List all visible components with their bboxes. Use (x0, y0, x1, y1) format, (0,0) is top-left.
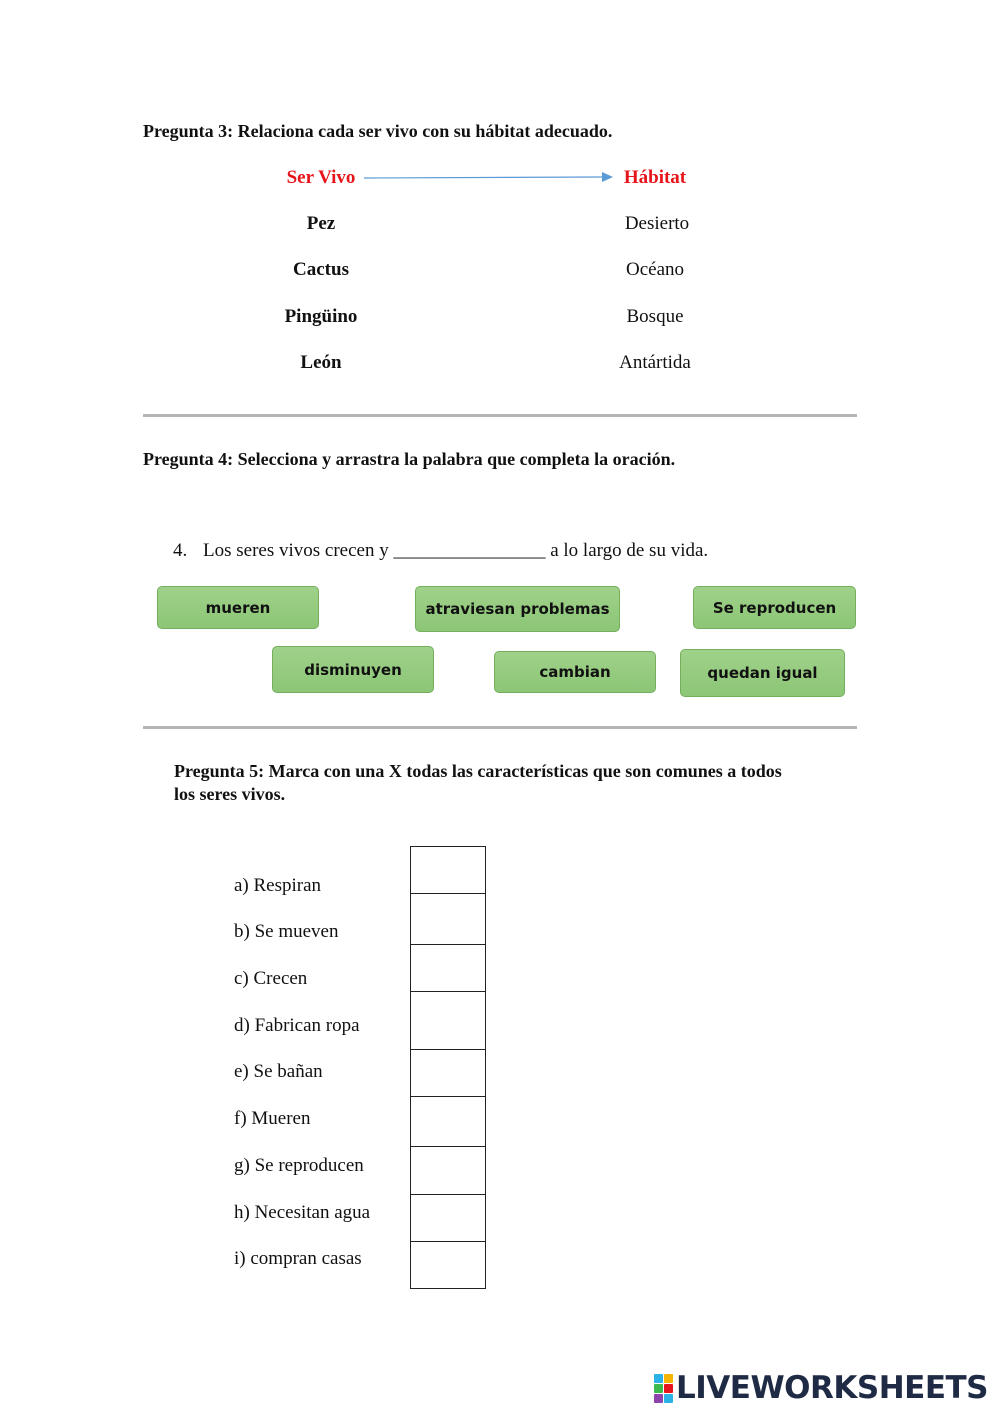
option-label: d) Fabrican ropa (234, 1015, 360, 1036)
option-label: b) Se mueven (234, 921, 339, 942)
word-option-mueren[interactable]: mueren (157, 586, 319, 629)
checkbox-f[interactable] (410, 1097, 486, 1147)
checkbox-a[interactable] (410, 846, 486, 894)
living-being-cactus[interactable]: Cactus (293, 259, 349, 280)
option-label: i) compran casas (234, 1248, 362, 1269)
question-5-title-line-2: los seres vivos. (174, 784, 286, 804)
question-3-title: Pregunta 3: Relaciona cada ser vivo con su hábitat adecuado. (143, 121, 613, 141)
word-option-se-reproducen[interactable]: Se reproducen (693, 586, 856, 629)
habitat-bosque[interactable]: Bosque (626, 306, 684, 327)
word-option-disminuyen[interactable]: disminuyen (272, 646, 434, 693)
brand-name: LIVEWORKSHEETS (676, 1370, 988, 1406)
option-label: g) Se reproducen (234, 1155, 364, 1176)
sentence-number: 4. (173, 540, 188, 561)
right-column-header: Hábitat (623, 167, 687, 188)
question-4-title: Pregunta 4: Selecciona y arrastra la palabra que completa la oración. (143, 449, 676, 469)
habitat-desierto[interactable]: Desierto (624, 213, 690, 234)
option-label: a) Respiran (234, 875, 322, 896)
liveworksheets-logo-icon (654, 1374, 673, 1403)
liveworksheets-logo (654, 1370, 988, 1406)
option-label: c) Crecen (234, 968, 308, 989)
checkbox-h[interactable] (410, 1195, 486, 1242)
checkbox-c[interactable] (410, 945, 486, 992)
option-label: f) Mueren (234, 1108, 311, 1129)
checkbox-e[interactable] (410, 1050, 486, 1097)
checkbox-b[interactable] (410, 894, 486, 945)
habitat-antartida[interactable]: Antártida (619, 352, 691, 373)
word-option-quedan-igual[interactable]: quedan igual (680, 649, 845, 697)
section-divider (143, 726, 857, 729)
section-divider (143, 414, 857, 417)
habitat-oceano[interactable]: Océano (625, 259, 685, 280)
checkbox-d[interactable] (410, 992, 486, 1050)
option-label: e) Se bañan (234, 1061, 323, 1082)
living-being-pinguino[interactable]: Pingüino (284, 306, 358, 327)
word-option-cambian[interactable]: cambian (494, 651, 656, 693)
left-column-header: Ser Vivo (286, 167, 356, 188)
word-option-atraviesan-problemas[interactable]: atraviesan problemas (415, 586, 620, 632)
living-being-leon[interactable]: León (300, 352, 342, 373)
checkbox-i[interactable] (410, 1242, 486, 1289)
living-being-pez[interactable]: Pez (306, 213, 336, 234)
option-label: h) Necesitan agua (234, 1202, 371, 1223)
checkbox-g[interactable] (410, 1147, 486, 1195)
question-5-title-line-1: Pregunta 5: Marca con una X todas las características que son comunes a todos (174, 761, 782, 781)
fill-in-sentence: Los seres vivos crecen y ________________ a lo largo de su vida. (203, 540, 709, 561)
